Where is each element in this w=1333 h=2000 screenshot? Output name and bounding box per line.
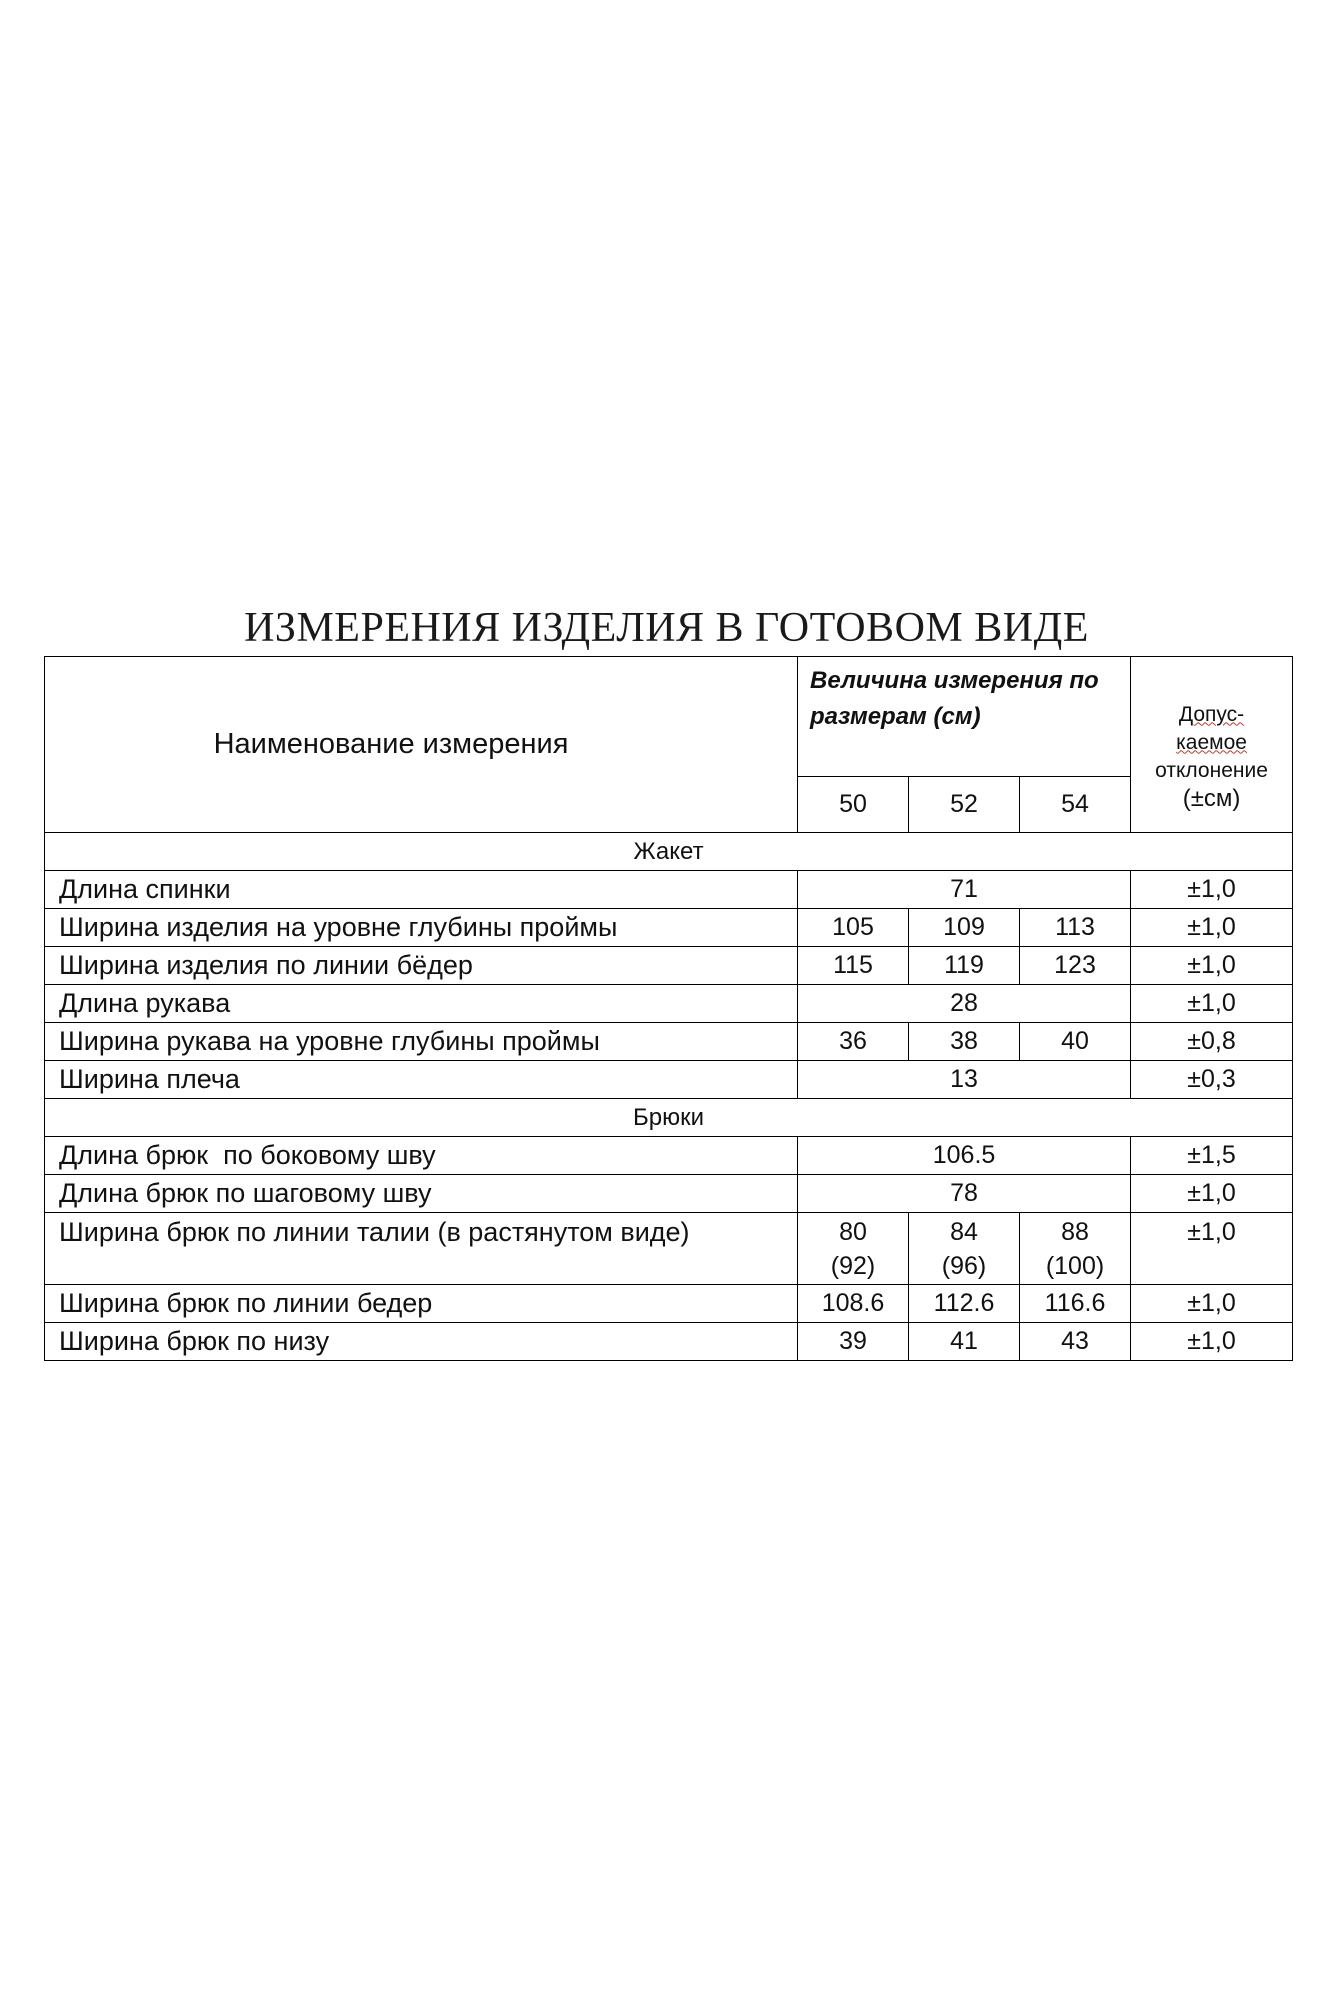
row-value: 106.5 bbox=[798, 1137, 1131, 1175]
table-row bbox=[45, 1137, 1293, 1175]
row-value: 113 bbox=[1020, 909, 1131, 947]
table-row bbox=[45, 909, 1293, 947]
value-main: 80 bbox=[839, 1218, 867, 1246]
header-tolerance bbox=[1131, 657, 1293, 833]
row-tolerance: ±1,0 bbox=[1131, 1323, 1293, 1361]
row-tolerance: ±0,3 bbox=[1131, 1061, 1293, 1099]
size-header: 50 bbox=[798, 777, 909, 833]
row-value: 28 bbox=[798, 985, 1131, 1023]
tolerance-line-1: Допус- bbox=[1178, 702, 1245, 726]
table-row bbox=[45, 1285, 1293, 1323]
row-value: 71 bbox=[798, 871, 1131, 909]
row-tolerance: ±1,0 bbox=[1131, 871, 1293, 909]
row-value: 123 bbox=[1020, 947, 1131, 985]
row-name: Ширина рукава на уровне глубины проймы bbox=[45, 1023, 798, 1061]
row-value bbox=[909, 1213, 1020, 1285]
tolerance-line-3: отклонение bbox=[1155, 758, 1268, 782]
row-value: 112.6 bbox=[909, 1285, 1020, 1323]
tolerance-line-4: (±см) bbox=[1182, 784, 1241, 812]
value-main: 84 bbox=[950, 1218, 978, 1246]
row-value bbox=[798, 1213, 909, 1285]
size-table bbox=[44, 656, 1293, 1361]
tolerance-line-2: каемое bbox=[1176, 730, 1247, 754]
row-value: 41 bbox=[909, 1323, 1020, 1361]
row-name: Ширина изделия на уровне глубины проймы bbox=[45, 909, 798, 947]
table-row bbox=[45, 1061, 1293, 1099]
row-value: 108.6 bbox=[798, 1285, 909, 1323]
row-tolerance: ±1,0 bbox=[1131, 1285, 1293, 1323]
row-value: 109 bbox=[909, 909, 1020, 947]
page-title: ИЗМЕРЕНИЯ ИЗДЕЛИЯ В ГОТОВОМ ВИДЕ bbox=[244, 605, 1089, 651]
table-row bbox=[45, 1175, 1293, 1213]
table-row bbox=[45, 1213, 1293, 1285]
size-header: 52 bbox=[909, 777, 1020, 833]
row-tolerance: ±1,0 bbox=[1131, 1213, 1293, 1285]
row-name: Длина спинки bbox=[45, 871, 798, 909]
row-value: 36 bbox=[798, 1023, 909, 1061]
table-row bbox=[45, 947, 1293, 985]
section-label: Брюки bbox=[45, 1099, 1293, 1137]
row-tolerance: ±1,0 bbox=[1131, 947, 1293, 985]
row-tolerance: ±1,0 bbox=[1131, 1175, 1293, 1213]
value-stretched: (100) bbox=[1045, 1252, 1105, 1280]
value-stretched: (96) bbox=[941, 1252, 987, 1280]
row-value: 105 bbox=[798, 909, 909, 947]
row-name: Ширина брюк по линии талии (в растянутом виде) bbox=[45, 1213, 798, 1285]
row-tolerance: ±0,8 bbox=[1131, 1023, 1293, 1061]
table-row bbox=[45, 871, 1293, 909]
row-name: Длина брюк по боковому шву bbox=[45, 1137, 798, 1175]
header-name-cell bbox=[45, 657, 798, 833]
row-name: Длина брюк по шаговому шву bbox=[45, 1175, 798, 1213]
row-value: 115 bbox=[798, 947, 909, 985]
value-main: 88 bbox=[1061, 1218, 1089, 1246]
header-measure: Величина измерения по размерам (см) bbox=[798, 657, 1131, 777]
header-name: Наименование измерения bbox=[213, 728, 569, 760]
row-name: Длина рукава bbox=[45, 985, 798, 1023]
row-name: Ширина брюк по линии бедер bbox=[45, 1285, 798, 1323]
size-header: 54 bbox=[1020, 777, 1131, 833]
row-value: 116.6 bbox=[1020, 1285, 1131, 1323]
row-tolerance: ±1,0 bbox=[1131, 985, 1293, 1023]
row-value: 119 bbox=[909, 947, 1020, 985]
row-name: Ширина плеча bbox=[45, 1061, 798, 1099]
row-name: Ширина изделия по линии бёдер bbox=[45, 947, 798, 985]
row-name: Ширина брюк по низу bbox=[45, 1323, 798, 1361]
row-value: 78 bbox=[798, 1175, 1131, 1213]
value-stretched: (92) bbox=[830, 1252, 876, 1280]
row-value: 43 bbox=[1020, 1323, 1131, 1361]
table-row bbox=[45, 1323, 1293, 1361]
row-value: 40 bbox=[1020, 1023, 1131, 1061]
section-label: Жакет bbox=[45, 833, 1293, 871]
table-row bbox=[45, 985, 1293, 1023]
table-row bbox=[45, 1023, 1293, 1061]
row-value: 38 bbox=[909, 1023, 1020, 1061]
row-tolerance: ±1,5 bbox=[1131, 1137, 1293, 1175]
row-value: 13 bbox=[798, 1061, 1131, 1099]
row-value bbox=[1020, 1213, 1131, 1285]
row-value: 39 bbox=[798, 1323, 909, 1361]
row-tolerance: ±1,0 bbox=[1131, 909, 1293, 947]
